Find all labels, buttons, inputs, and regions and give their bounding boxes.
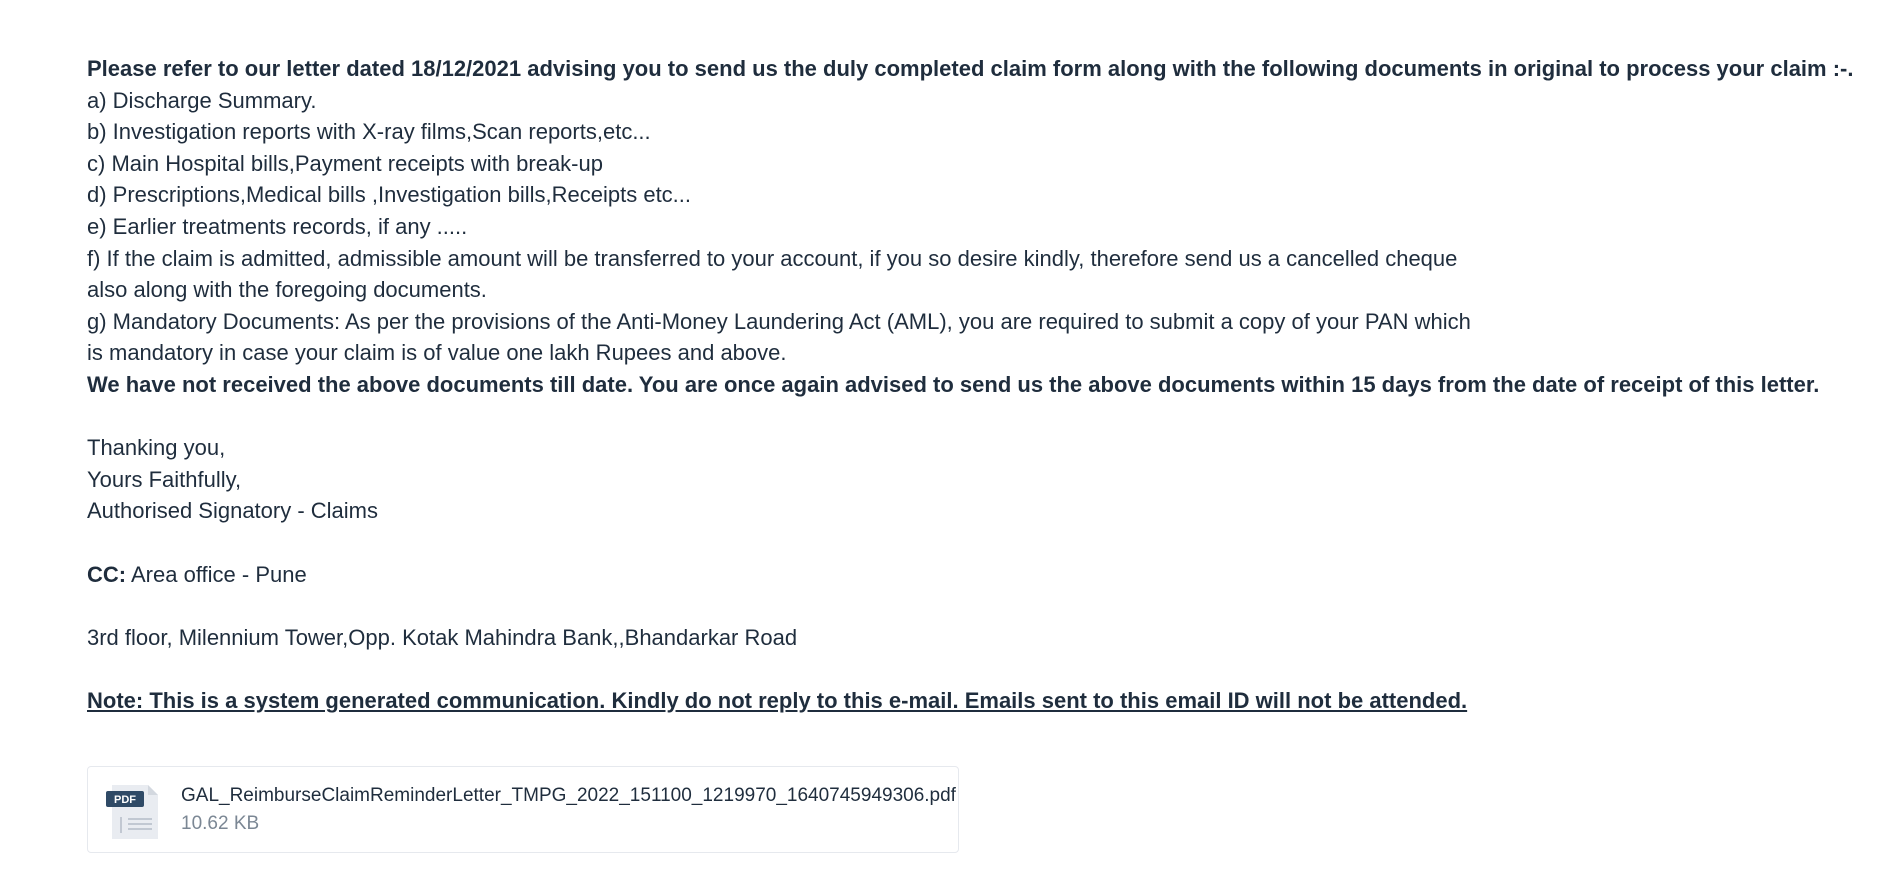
cc-line [87, 559, 1877, 591]
cc-value: Area office - Pune [126, 561, 307, 587]
document-item-f-continued: also along with the foregoing documents. [87, 277, 487, 303]
attachment-card[interactable] [87, 766, 959, 853]
reminder-text: We have not received the above documents till date. You are once again advised to send us the above documents within 15 days from the date of receipt of this letter. [87, 371, 1820, 397]
document-item-g-continued: is mandatory in case your claim is of value one lakh Rupees and above. [87, 340, 787, 366]
document-item-b: b) Investigation reports with X-ray films,Scan reports,etc... [87, 119, 651, 145]
attachment-filename[interactable]: GAL_ReimburseClaimReminderLetter_TMPG_2022_151100_1219970_1640745949306.pdf [181, 785, 956, 806]
spacer [87, 653, 1877, 685]
closing-thanks: Thanking you, [87, 435, 226, 461]
document-item-d: d) Prescriptions,Medical bills ,Investigation bills,Receipts etc... [87, 182, 692, 208]
spacer [87, 590, 1877, 622]
letter-intro: Please refer to our letter dated 18/12/2021 advising you to send us the duly completed claim form along with the following documents in original to process your claim :-. [87, 56, 1854, 81]
pdf-file-icon [106, 781, 162, 841]
closing-regards: Yours Faithfully, [87, 466, 242, 492]
address-line: 3rd floor, Milennium Tower,Opp. Kotak Mahindra Bank,,Bhandarkar Road [87, 624, 798, 650]
document-item-e: e) Earlier treatments records, if any ..... [87, 213, 468, 239]
cc-label: CC: [87, 561, 127, 587]
document-item-a: a) Discharge Summary. [87, 87, 317, 113]
closing-signatory: Authorised Signatory - Claims [87, 498, 379, 524]
document-item-g: g) Mandatory Documents: As per the provisions of the Anti-Money Laundering Act (AML), you are required to submit a copy of your PAN which [87, 308, 1471, 334]
system-note: Note: This is a system generated communication. Kindly do not reply to this e-mail. Emails sent to this email ID will not be attended. [87, 687, 1468, 713]
document-item-f: f) If the claim is admitted, admissible amount will be transferred to your account, if you so desire kindly, therefore send us a cancelled cheque [87, 245, 1458, 271]
attachment-size: 10.62 KB [181, 813, 260, 834]
document-item-c: c) Main Hospital bills,Payment receipts with break-up [87, 150, 603, 176]
email-body [87, 53, 1877, 716]
spacer [87, 527, 1877, 559]
spacer [87, 401, 1877, 433]
pdf-badge-label: PDF [114, 794, 136, 806]
